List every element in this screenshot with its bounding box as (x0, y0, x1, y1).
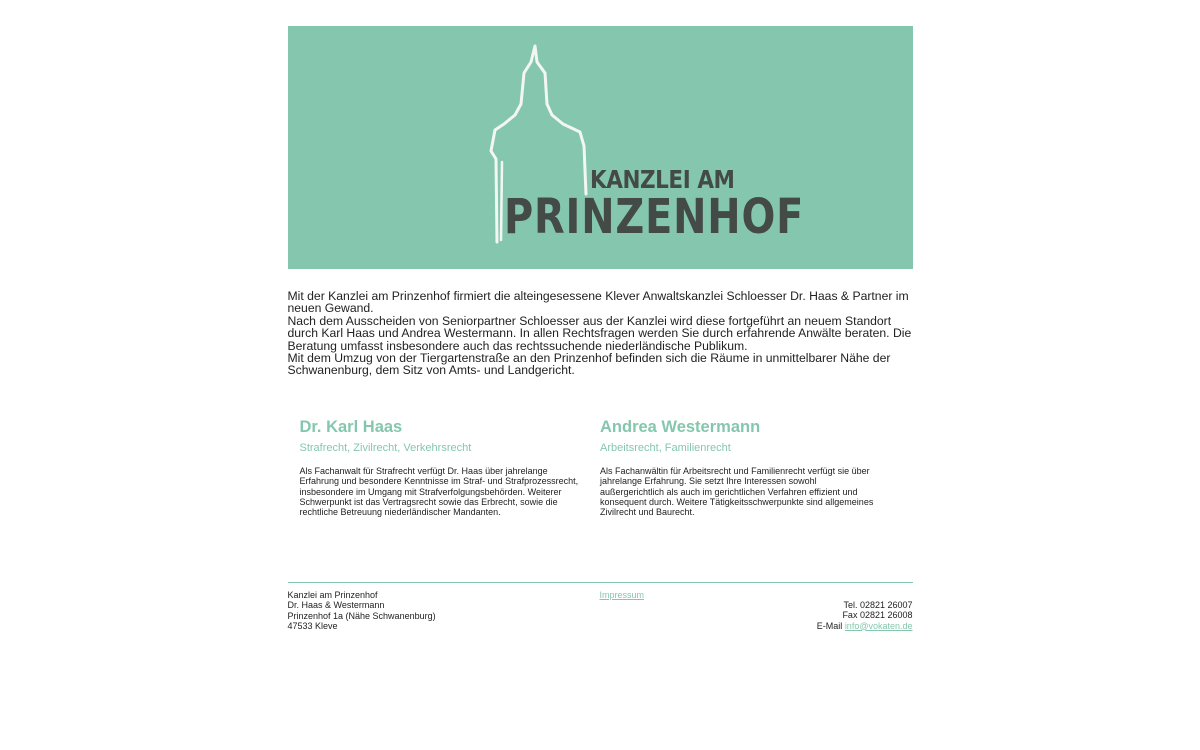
address-line: Kanzlei am Prinzenhof (287, 589, 378, 600)
logo-text-top: KANZLEI AM (589, 165, 734, 194)
lawyer-practice-areas: Strafrecht, Zivilrecht, Verkehrsrecht (299, 441, 472, 454)
lawyer-bio: Als Fachanwältin für Arbeitsrecht und Familienrecht verfügt sie über jahrelange Erfahrung. Sie setzt Ihre Interessen sowohl außergerichtlich als auch im gerichtlichen Verfahren effizient und konsequent durch. Weitere Tätigkeitsschwerpunkte sind allgemeines Zivilrecht und Baurecht. (600, 465, 874, 518)
lawyer-practice-areas: Arbeitsrecht, Familienrecht (600, 441, 731, 454)
impressum-link[interactable]: Impressum (599, 589, 645, 600)
lawyer-card-haas (300, 417, 601, 518)
footer (288, 582, 913, 638)
address-line: 47533 Kleve (287, 621, 338, 632)
header-banner (288, 26, 913, 269)
lawyer-name: Dr. Karl Haas (299, 417, 403, 436)
address-line: Dr. Haas & Westermann (287, 600, 385, 611)
footer-address (288, 590, 436, 632)
email-line (817, 621, 913, 631)
email-label: E-Mail (816, 620, 843, 631)
intro-paragraph: Nach dem Ausscheiden von Seniorpartner Schloesser aus der Kanzlei wird diese fortgeführt an neuem Standort durch Karl Haas und Andrea Westermann. In allen Rechtsfragen werden Sie durch erfahrende Anwälte beraten. Die Beratung umfasst insbesondere auch das rechtssuchende niederländische Publikum. (287, 313, 912, 353)
fax-number: Fax 02821 26008 (842, 610, 913, 621)
lawyers-section (288, 417, 913, 518)
intro-paragraph: Mit der Kanzlei am Prinzenhof firmiert die alteingesessene Klever Anwaltskanzlei Schloesser Dr. Haas & Partner im neuen Gewand. (287, 289, 909, 316)
footer-contact (817, 600, 913, 631)
intro-paragraph: Mit dem Umzug von der Tiergartenstraße an den Prinzenhof befinden sich die Räume in unmittelbarer Nähe der Schwanenburg, dem Sitz von Amts- und Landgericht. (287, 351, 891, 378)
email-link[interactable]: info@vokaten.de (844, 620, 913, 631)
page (288, 0, 913, 638)
lawyer-bio: Als Fachanwalt für Strafrecht verfügt Dr. Haas über jahrelange Erfahrung und besondere Kenntnisse im Straf- und Strafprozessrecht, insbesondere im Umgang mit Strafverfolgungsbehörden. Weiterer Schwerpunkt ist das Vertragsrecht sowie das Erbrecht, sowie die rechtliche Betreuung niederländischer Mandanten. (299, 465, 579, 518)
phone-number: Tel. 02821 26007 (843, 599, 913, 610)
lawyer-card-westermann (600, 417, 901, 518)
logo-text-main: PRINZENHOF (503, 189, 804, 245)
address-line: Prinzenhof 1a (Nähe Schwanenburg) (287, 610, 436, 621)
lawyer-name: Andrea Westermann (600, 417, 761, 436)
footer-links (600, 590, 645, 600)
intro-text (288, 290, 913, 377)
